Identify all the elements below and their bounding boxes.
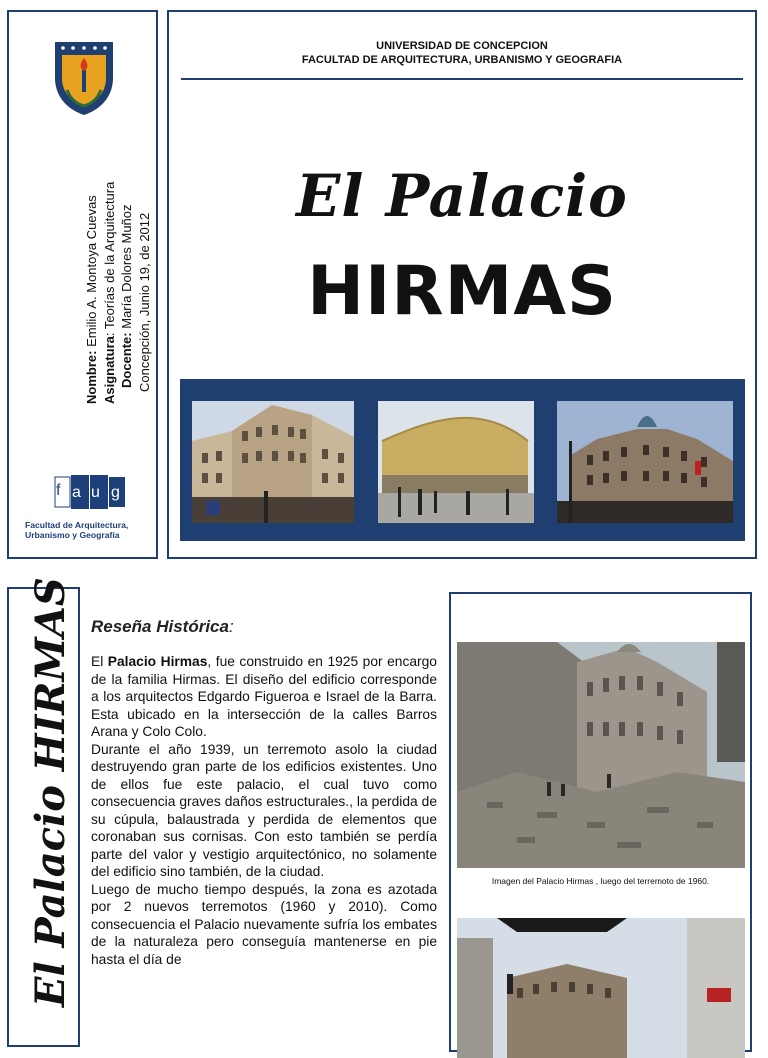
author-info-block [83,144,153,404]
building-photo-2 [378,401,534,523]
svg-text:f: f [56,482,61,499]
cover-title-line1: El Palacio [296,162,628,230]
faug-caption-line2: Urbanismo y Geografía [25,530,120,540]
section-title [91,617,234,637]
faug-caption [25,520,128,540]
paragraph-2: Durante el año 1939, un terremoto asolo la ciudad destruyendo gran parte de los edificios existentes. Uno de ellos fue este palacio, el cual tuvo como consecuencia graves daños estructurales., la perdida de su cúpula, balaustrada y perdida de elementos que coronaban sus cornisas. Con esto también se perdía parte del valor y vestigio arquitectónico, no solamente del edificio sino también, de la ciudad. [91,741,437,879]
paragraph-1-rest: , fue construido en 1925 por encargo de la familia Hirmas. El diseño del edificio corresponde a los arquitectos Edgardo Figueroa e Israel de la Barra. Esta ubicado en la intersección de la calles Barros Arana y Colo Colo. [91,654,437,739]
institution-header [169,40,755,67]
cover-title-line2: HIRMAS [307,252,617,331]
teacher-value: María Dolores Muñoz [119,204,134,333]
street-view-photo [457,918,745,1058]
name-label: Nombre: [84,350,99,404]
name-value: Emilio A. Montoya Cuevas [84,195,99,351]
teacher-line [118,144,136,404]
place-date: Concepción, Junio 19, de 2012 [136,212,152,392]
cover-sidebar [7,10,158,559]
svg-text:g: g [111,484,120,501]
paragraph-1-bold: Palacio Hirmas [107,654,208,669]
subject-label: Asignatura [101,336,117,404]
paragraph-1-start: El [91,654,108,669]
teacher-label: Docente: [119,332,134,388]
subject-value: : Teorías de la Arquitectura [101,181,117,337]
page2-sidebar [7,577,80,1047]
figure-panel [449,592,752,1052]
section-title-text: Reseña Histórica [91,617,229,636]
header-divider [181,78,743,80]
article-body [91,653,437,968]
faculty-name: FACULTAD DE ARQUITECTURA, URBANISMO Y GEOGRAFIA [301,53,623,66]
paragraph-1 [91,653,437,741]
university-name: UNIVERSIDAD DE CONCEPCION [376,40,548,52]
university-shield-icon [53,40,115,116]
figure-1-caption: Imagen del Palacio Hirmas , luego del terremoto de 1960. [491,876,710,886]
paragraph-3: Luego de mucho tiempo después, la zona es azotada por 2 nuevos terremotos (1960 y 2010). Como consecuencia el Palacio nuevamente sufría los embates de la naturaleza pero conseguía mantenerse en pie hasta el día de [91,881,437,967]
svg-text:u: u [91,484,100,501]
svg-text:a: a [72,484,81,501]
photo-strip [180,379,745,541]
building-photo-1 [192,401,354,523]
earthquake-damage-photo [457,642,745,868]
section-title-colon: : [228,617,234,636]
cover-main [167,10,757,559]
subject-line [101,144,119,404]
vertical-title: El Palacio HIRMAS [27,577,74,1007]
building-photo-3 [557,401,733,523]
faug-caption-line1: Facultad de Arquitectura, [25,520,129,530]
author-name-line [83,144,101,404]
